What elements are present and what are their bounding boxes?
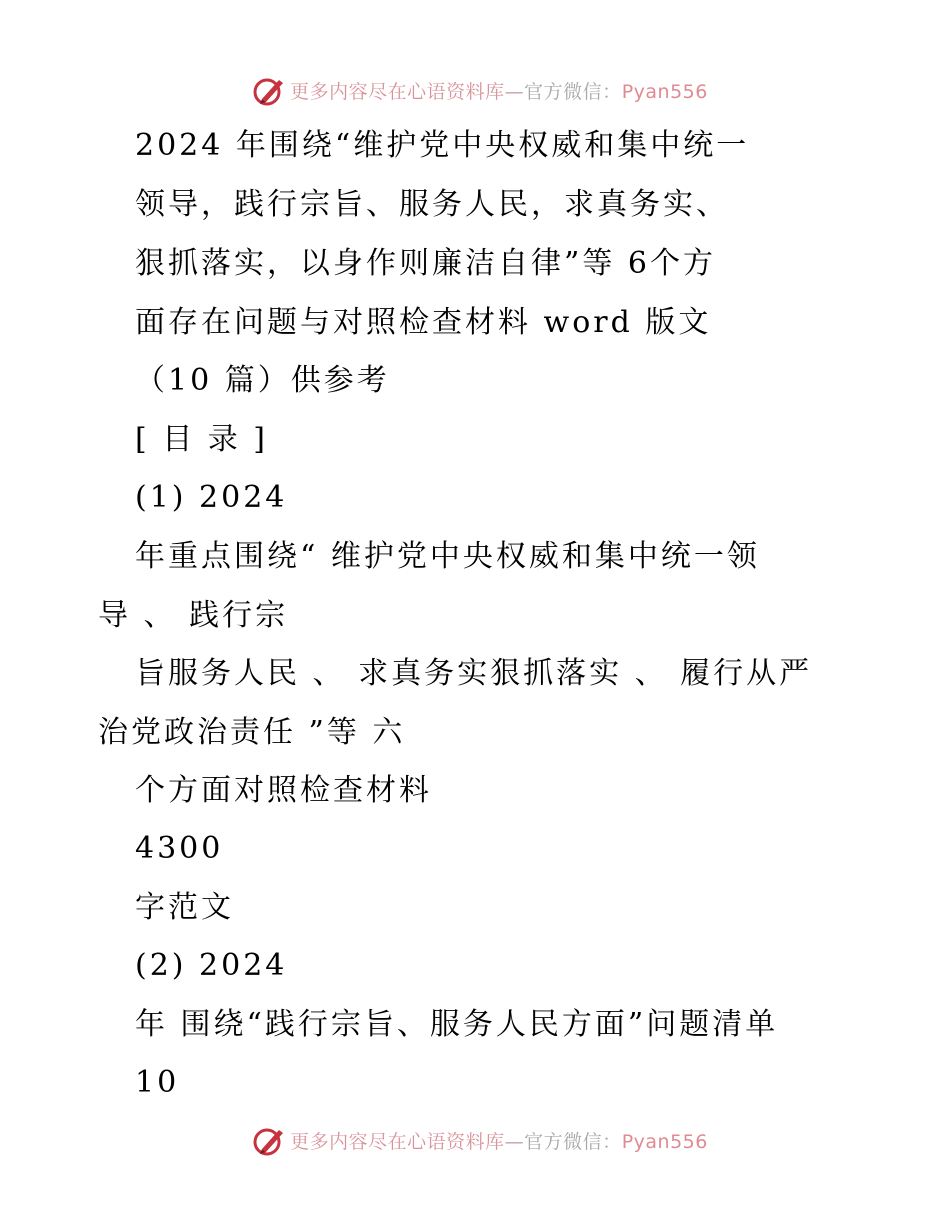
- watermark-text: [290, 1127, 708, 1154]
- toc-heading: [ 目 录 ]: [135, 422, 269, 457]
- watermark-contact-label: 官方微信：: [524, 1130, 622, 1153]
- toc-item-2-number: (2) 2024: [135, 948, 288, 983]
- watermark-banner-top: [0, 68, 950, 112]
- watermark-brand: 更多内容尽在心语资料库: [290, 1130, 505, 1153]
- watermark-contact-id: Pyan556: [621, 80, 708, 103]
- watermark-content: [252, 1123, 708, 1157]
- title-line-1: 2024 年围绕“维护党中央权威和集中统一: [135, 128, 750, 163]
- watermark-separator: —: [504, 1130, 525, 1153]
- toc-item-1-line-7: 字范文: [135, 890, 234, 925]
- toc-item-1-line-4: 治党政治责任 ”等 六: [98, 715, 406, 750]
- watermark-banner-bottom: [0, 1118, 950, 1162]
- title-line-2: 领导，践行宗旨、服务人民，求真务实、: [135, 187, 729, 222]
- watermark-brand: 更多内容尽在心语资料库: [290, 80, 505, 103]
- title-line-4: 面存在问题与对照检查材料 word 版文: [135, 305, 712, 340]
- watermark-contact-label: 官方微信：: [524, 80, 622, 103]
- title-line-5: （10 篇）供参考: [135, 363, 390, 398]
- watermark-content: [252, 73, 708, 107]
- toc-item-1-line-5: 个方面对照检查材料: [135, 773, 432, 808]
- toc-item-1-line-1: 年重点围绕“ 维护党中央权威和集中统一领: [135, 539, 760, 574]
- toc-item-2-line-1: 年 围绕“践行宗旨、服务人民方面”问题清单: [135, 1007, 779, 1042]
- toc-item-2-line-2: 10: [135, 1065, 180, 1100]
- toc-item-1-line-6: 4300: [135, 831, 224, 866]
- toc-item-1-line-3: 旨服务人民 、 求真务实狠抓落实 、 履行从严: [135, 656, 813, 691]
- watermark-separator: —: [504, 80, 525, 103]
- watermark-text: [290, 77, 708, 104]
- toc-item-1-number: (1) 2024: [135, 480, 288, 515]
- title-line-3: 狠抓落实，以身作则廉洁自律”等 6个方: [135, 246, 716, 281]
- toc-item-1-line-2: 导 、 践行宗: [98, 598, 289, 633]
- pen-circle-icon: [252, 73, 286, 107]
- watermark-contact-id: Pyan556: [621, 1130, 708, 1153]
- pen-circle-icon: [252, 1123, 286, 1157]
